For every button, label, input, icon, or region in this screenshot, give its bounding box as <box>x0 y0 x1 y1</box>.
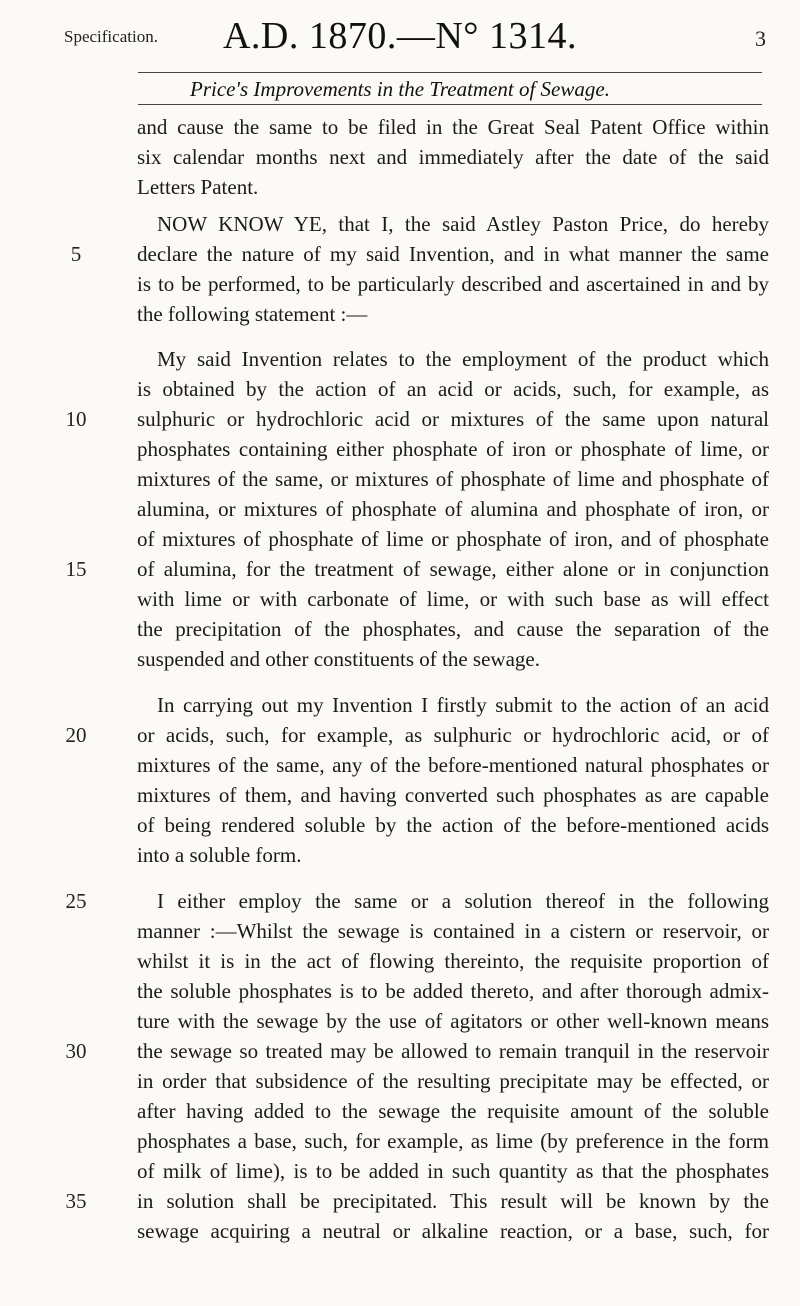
text-line: in order that subsidence of the resulting precipitate may be effected, or <box>137 1069 769 1093</box>
text-line: into a soluble form. <box>137 843 302 867</box>
header-rule-top <box>138 72 762 73</box>
text-line: the sewage so treated may be allowed to remain tranquil in the reservoir <box>137 1039 769 1063</box>
line-number: 15 <box>65 557 87 581</box>
text-line: mixtures of the same, any of the before-mentioned natural phosphates or <box>137 753 769 777</box>
text-line: ture with the sewage by the use of agitators or other well-known means <box>137 1009 769 1033</box>
text-line: manner :—Whilst the sewage is contained in a cistern or reservoir, or <box>137 919 769 943</box>
text-line: the precipitation of the phosphates, and cause the separation of the <box>137 617 769 641</box>
specification-label: Specification. <box>64 27 158 46</box>
running-title: Price's Improvements in the Treatment of Sewage. <box>190 77 610 101</box>
text-line: My said Invention relates to the employment of the product which <box>157 347 769 371</box>
text-line: with lime or with carbonate of lime, or with such base as will effect <box>137 587 769 611</box>
text-line: of milk of lime), is to be added in such quantity as that the phosphates <box>137 1159 769 1183</box>
text-line: Letters Patent. <box>137 175 259 199</box>
text-line: of mixtures of phosphate of lime or phosphate of iron, and of phosphate <box>137 527 769 551</box>
line-number: 10 <box>65 407 87 431</box>
text-line: phosphates a base, such, for example, as lime (by preference in the form <box>137 1129 769 1153</box>
text-line: suspended and other constituents of the sewage. <box>137 647 540 671</box>
line-number: 20 <box>65 723 87 747</box>
page-number: 3 <box>755 26 766 51</box>
text-line: is obtained by the action of an acid or acids, such, for example, as <box>137 377 769 401</box>
page-title: A.D. 1870.—N° 1314. <box>222 15 578 57</box>
text-line: alumina, or mixtures of phosphate of alumina and phosphate of iron, or <box>137 497 769 521</box>
text-line: after having added to the sewage the requisite amount of the soluble <box>137 1099 769 1123</box>
line-number: 35 <box>65 1189 87 1213</box>
text-line: is to be performed, to be particularly described and ascertained in and by <box>137 272 769 296</box>
text-line: of alumina, for the treatment of sewage, either alone or in conjunction <box>137 557 769 581</box>
text-line: whilst it is in the act of flowing thereinto, the requisite proportion of <box>137 949 769 973</box>
text-line: mixtures of the same, or mixtures of phosphate of lime and phosphate of <box>137 467 769 491</box>
text-line: of being rendered soluble by the action of the before-mentioned acids <box>137 813 769 837</box>
text-line: phosphates containing either phosphate of iron or phosphate of lime, or <box>137 437 769 461</box>
text-line: the soluble phosphates is to be added thereto, and after thorough admix- <box>137 979 769 1003</box>
text-line: In carrying out my Invention I firstly submit to the action of an acid <box>157 693 769 717</box>
text-line: declare the nature of my said Invention, and in what manner the same <box>137 242 769 266</box>
text-line: mixtures of them, and having converted such phosphates as are capable <box>137 783 769 807</box>
text-line: the following statement :— <box>137 302 368 326</box>
text-line: sewage acquiring a neutral or alkaline reaction, or a base, such, for <box>137 1219 769 1243</box>
text-line: in solution shall be precipitated. This result will be known by the <box>137 1189 769 1213</box>
text-line: NOW KNOW YE, that I, the said Astley Paston Price, do hereby <box>157 212 769 236</box>
line-number: 25 <box>65 889 87 913</box>
text-line: I either employ the same or a solution thereof in the following <box>157 889 769 913</box>
line-number: 30 <box>65 1039 87 1063</box>
line-number: 5 <box>70 242 82 266</box>
text-line: sulphuric or hydrochloric acid or mixtures of the same upon natural <box>137 407 769 431</box>
header-rule-bottom <box>138 104 762 105</box>
text-line: six calendar months next and immediately after the date of the said <box>137 145 769 169</box>
text-line: or acids, such, for example, as sulphuric or hydrochloric acid, or of <box>137 723 769 747</box>
text-line: and cause the same to be filed in the Great Seal Patent Office within <box>137 115 769 139</box>
